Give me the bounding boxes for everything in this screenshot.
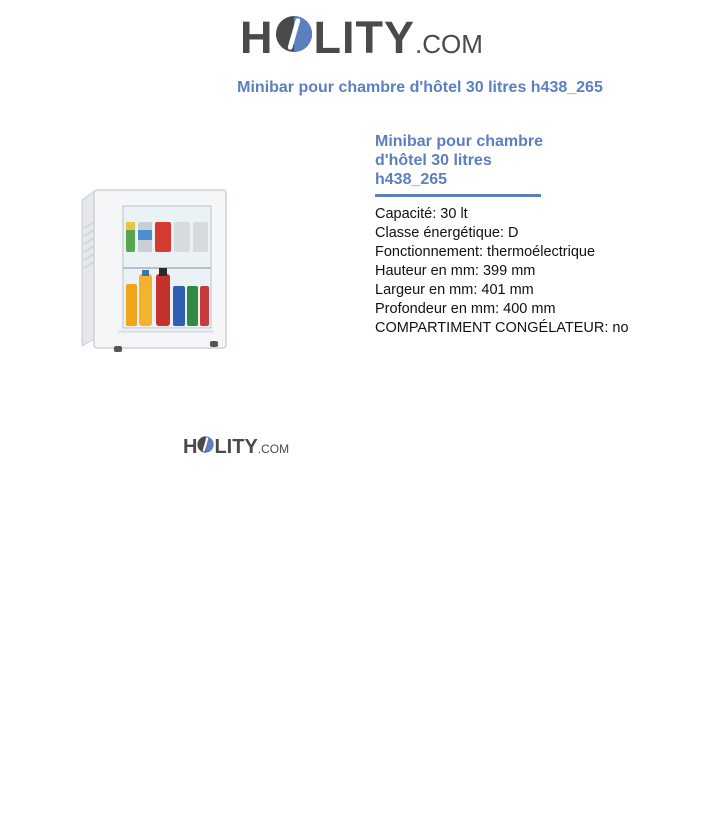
product-title-line: h438_265: [375, 171, 448, 188]
product-title-line: Minibar pour chambre: [375, 133, 544, 150]
logo-suffix: .COM: [257, 442, 290, 456]
logo-text-right: LITY: [214, 436, 258, 458]
spec-energy-class: Classe énergétique: D: [375, 225, 519, 241]
spec-operation: Fonctionnement: thermoélectrique: [375, 244, 596, 260]
brand-logo: [240, 12, 483, 64]
logo-text-left: H: [183, 436, 198, 458]
product-title-line: d'hôtel 30 litres: [375, 152, 492, 169]
spec-capacity: Capacité: 30 lt: [375, 206, 468, 222]
spec-width: Largeur en mm: 401 mm: [375, 282, 534, 298]
product-image: [78, 188, 228, 354]
title-underline: [375, 194, 541, 197]
spec-depth: Profondeur en mm: 400 mm: [375, 301, 556, 317]
page-title: Minibar pour chambre d'hôtel 30 litres h438_265: [237, 79, 603, 96]
spec-height: Hauteur en mm: 399 mm: [375, 263, 536, 279]
logo-o-mark-icon: [275, 15, 313, 53]
logo-text-right: LITY: [313, 12, 415, 63]
product-title: [375, 132, 575, 189]
spec-freezer: COMPARTIMENT CONGÉLATEUR: no: [375, 320, 629, 336]
logo-suffix: .COM: [415, 29, 483, 59]
logo-o-mark-icon: [197, 436, 214, 453]
logo-text-left: H: [240, 12, 274, 63]
brand-logo-small: [183, 436, 289, 459]
spec-list: [375, 205, 629, 338]
